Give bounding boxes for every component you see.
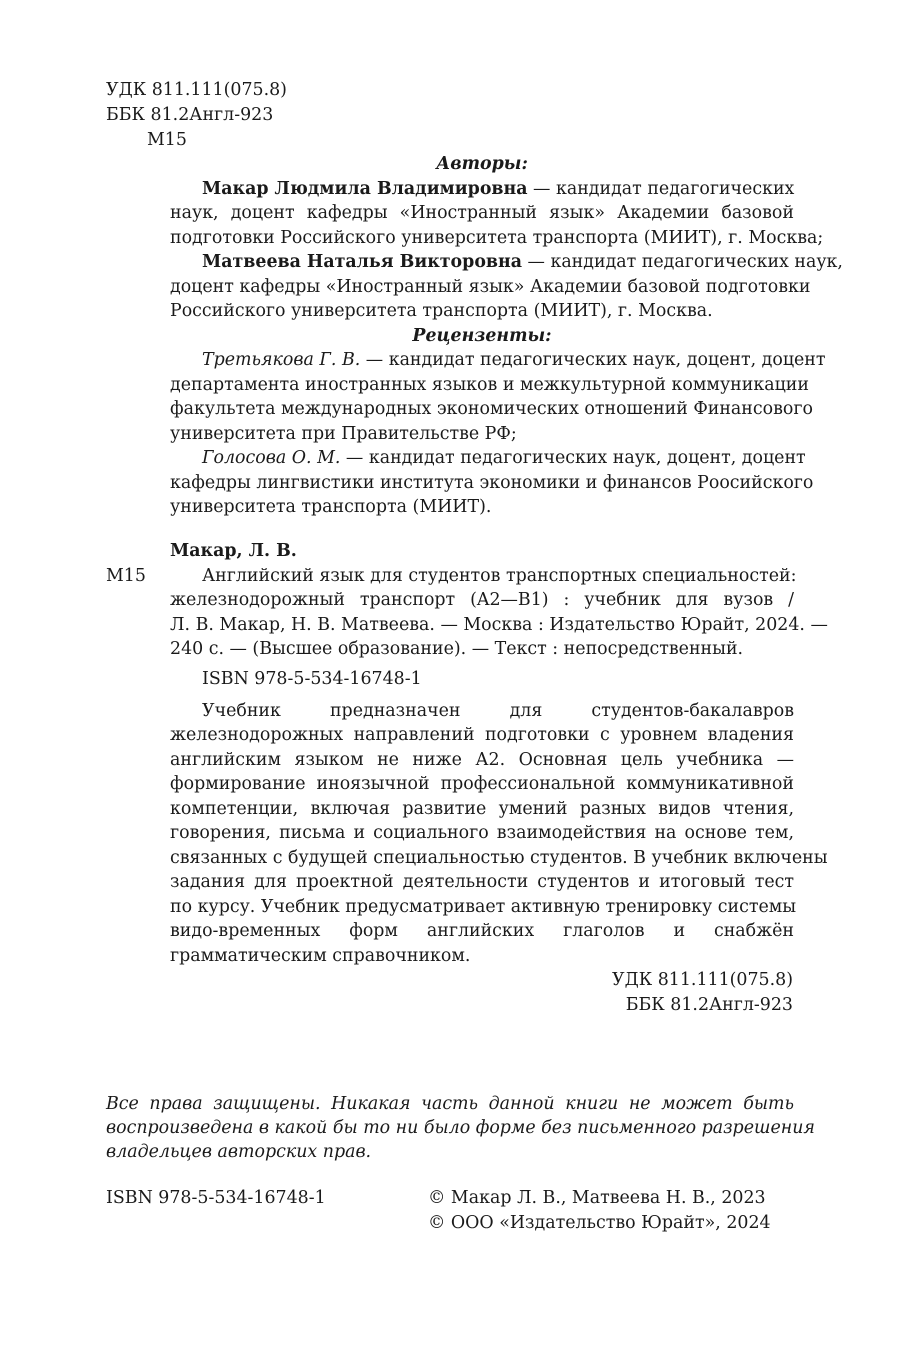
annotation-bbk: ББК 81.2Англ-923 <box>625 995 793 1015</box>
annotation-line-5: компетенции, включая развитие умений разных видов чтения, <box>170 799 794 819</box>
author1-line-3: подготовки Российского университета транспорта (МИИТ), г. Москва; <box>170 228 824 248</box>
reviewer2-line-2: кафедры лингвистики института экономики и финансов Роосийского <box>170 473 814 493</box>
reviewer1-name: Третьякова Г. В. <box>202 350 361 370</box>
author2-line-1: — кандидат педагогических наук, <box>522 252 843 272</box>
annotation-line-1: Учебник предназначен для студентов-бакалавров <box>202 701 794 721</box>
footer-copyright-1: © Макар Л. В., Матвеева Н. В., 2023 <box>428 1188 766 1208</box>
reviewers-heading: Рецензенты: <box>412 326 552 346</box>
catalog-code: М15 <box>106 566 146 586</box>
footer-isbn: ISBN 978-5-534-16748-1 <box>106 1188 326 1208</box>
author1-name: Макар Людмила Владимировна <box>202 179 528 199</box>
annotation-line-6: говорения, письма и социального взаимодействия на основе тем, <box>170 823 794 843</box>
reviewer2-first-line <box>202 446 806 470</box>
rights-line-2: воспроизведена в какой бы то ни было форме без письменного разрешения <box>106 1118 815 1138</box>
catalog-line-4: 240 с. — (Высшее образование). — Текст : непосредственный. <box>170 639 744 659</box>
annotation-line-3: английским языком не ниже А2. Основная цель учебника — <box>170 750 794 770</box>
footer-copyright-2: © ООО «Издательство Юрайт», 2024 <box>428 1213 771 1233</box>
reviewer1-line-4: университета при Правительстве РФ; <box>170 424 517 444</box>
author1-first-line <box>202 177 794 201</box>
annotation-line-9: по курсу. Учебник предусматривает активную тренировку системы <box>170 897 797 917</box>
catalog-line-1: Английский язык для студентов транспортных специальностей: <box>202 566 797 586</box>
reviewer2-line-3: университета транспорта (МИИТ). <box>170 497 492 517</box>
annotation-line-11: грамматическим справочником. <box>170 946 471 966</box>
reviewer1-line-2: департамента иностранных языков и межкультурной коммуникации <box>170 375 809 395</box>
author2-name: Матвеева Наталья Викторовна <box>202 252 522 272</box>
catalog-isbn: ISBN 978-5-534-16748-1 <box>202 669 422 689</box>
catalog-line-2: железнодорожный транспорт (A2—B1) : учебник для вузов / <box>170 590 794 610</box>
annotation-line-2: железнодорожных направлений подготовки с уровнем владения <box>170 725 794 745</box>
rights-line-1: Все права защищены. Никакая часть данной книги не может быть <box>106 1094 794 1114</box>
reviewer1-line-3: факультета международных экономических отношений Финансового <box>170 399 813 419</box>
annotation-udk: УДК 811.111(075.8) <box>612 970 793 990</box>
reviewer1-first-line <box>202 348 826 372</box>
author1-line-1: — кандидат педагогических <box>527 179 795 199</box>
annotation-line-8: задания для проектной деятельности студентов и итоговый тест <box>170 872 794 892</box>
header-bbk: ББК 81.2Англ-923 <box>106 105 274 125</box>
catalog-author: Макар, Л. В. <box>170 541 297 561</box>
authors-heading: Авторы: <box>436 154 528 174</box>
rights-line-3: владельцев авторских прав. <box>106 1142 372 1162</box>
author1-line-2: наук, доцент кафедры «Иностранный язык» Академии базовой <box>170 203 794 223</box>
catalog-line-3: Л. В. Макар, Н. В. Матвеева. — Москва : Издательство Юрайт, 2024. — <box>170 615 828 635</box>
header-udk: УДК 811.111(075.8) <box>106 80 287 100</box>
author2-line-2: доцент кафедры «Иностранный язык» Академии базовой подготовки <box>170 277 811 297</box>
reviewer2-line-1: — кандидат педагогических наук, доцент, доцент <box>340 448 806 468</box>
annotation-line-7: связанных с будущей специальностью студентов. В учебник включены <box>170 848 828 868</box>
reviewer2-name: Голосова О. М. <box>202 448 341 468</box>
author2-line-3: Российского университета транспорта (МИИТ), г. Москва. <box>170 301 713 321</box>
annotation-line-10: видо-временных форм английских глаголов и снабжён <box>170 921 794 941</box>
author2-first-line <box>202 250 843 274</box>
annotation-line-4: формирование иноязычной профессиональной коммуникативной <box>170 774 794 794</box>
header-code: М15 <box>147 130 187 150</box>
reviewer1-line-1: — кандидат педагогических наук, доцент, доцент <box>360 350 826 370</box>
